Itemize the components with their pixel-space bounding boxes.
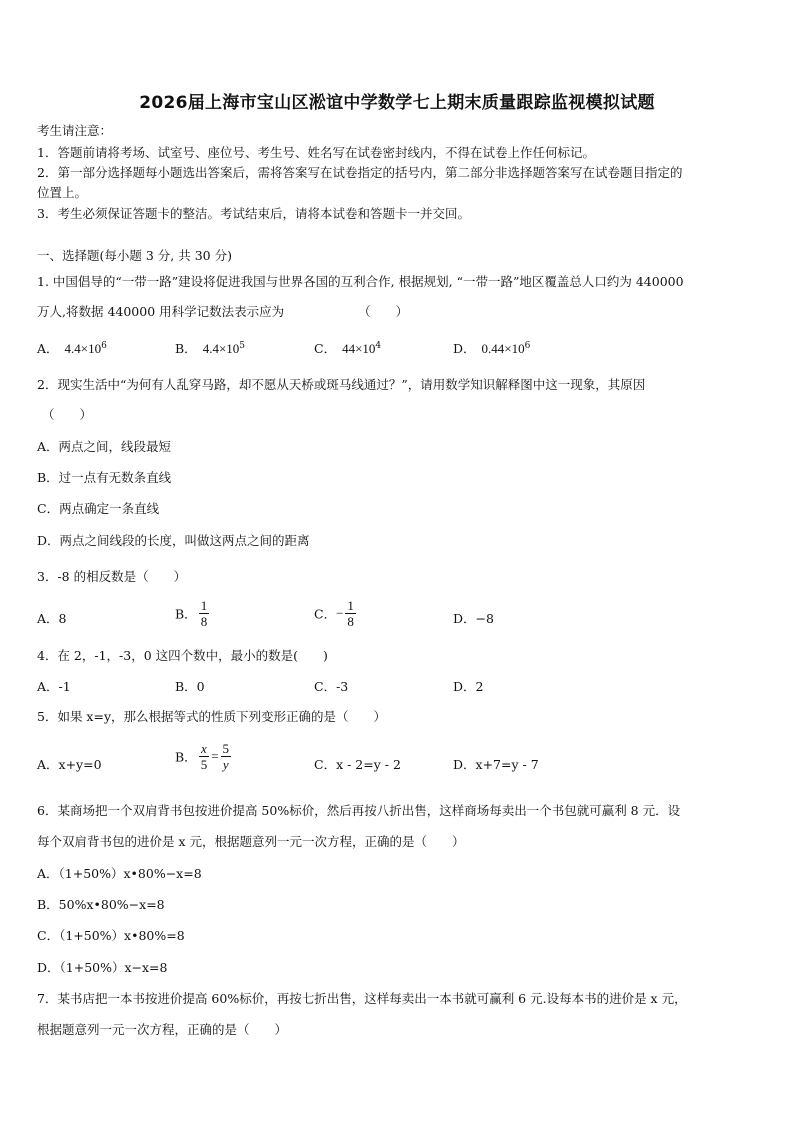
q2-answer-paren: （ ） [42,407,93,422]
q1-option-b: B． $4.4\times 10^5$ [175,340,246,356]
q1-stem: 万人,将数据 440000 用科学记数法表示应为 [37,304,285,319]
q6-option-a: A．（1+50%）x•80%−x=8 [37,866,202,881]
q6-line1: 6．某商场把一个双肩背书包按进价提高 50%标价，然后再按八折出售，这样商场每卖出一个书包就可赢利 8 元．设 [37,803,681,818]
q5-line1: 5．如果 x=y，那么根据等式的性质下列变形正确的是（ ） [37,709,387,724]
q2-option-c: C．两点确定一条直线 [37,501,160,516]
q5-option-d: D．x+7=y - 7 [453,757,539,772]
q3-option-c: C．− $\frac{1}{8}$ [314,598,354,629]
q2-option-a: A．两点之间，线段最短 [37,439,172,454]
q5-option-a: A．x+y=0 [37,757,102,772]
q7-line1: 7．某书店把一本书按进价提高 60%标价，再按七折出售，这样每卖出一本书就可赢利 6 元.设每本书的进价是 x 元， [37,991,687,1006]
q4-option-a: A．-1 [37,679,71,694]
q6-line2: 每个双肩背书包的进价是 x 元，根据题意列一元一次方程，正确的是（ ） [37,834,465,849]
q5-option-b: B． $\frac{x}{5}$ = $\frac{5}{y}$ [175,741,230,772]
q4-option-b: B．0 [175,679,205,694]
q7-line2: 根据题意列一元一次方程，正确的是（ ） [37,1022,288,1037]
q6-option-c: C．（1+50%）x•80%=8 [37,928,185,943]
q3-option-d: D．−8 [453,611,494,626]
q2-option-d: D．两点之间线段的长度，叫做这两点之间的距离 [37,533,310,548]
page-title: 2026届上海市宝山区淞谊中学数学七上期末质量跟踪监视模拟试题 [139,93,655,113]
q6-option-d: D．（1+50%）x−x=8 [37,960,168,975]
q4-line1: 4．在 2，-1，-3，0 这四个数中，最小的数是( ) [37,648,328,663]
q2-option-b: B．过一点有无数条直线 [37,470,172,485]
notice-item-3: 3．考生必须保证答题卡的整洁。考试结束后，请将本试卷和答题卡一并交回。 [37,206,470,221]
section-heading: 一、选择题(每小题 3 分, 共 30 分) [37,248,232,263]
q3-option-a: A．8 [37,611,67,626]
q1-option-a: A． $4.4\times 10^6$ [37,340,107,356]
q1-line2 [37,302,408,320]
q4-option-d: D．2 [453,679,484,694]
q2-line1: 2．现实生活中“为何有人乱穿马路，却不愿从天桥或斑马线通过？”，请用数学知识解释图中这一现象，其原因 [37,377,646,392]
notice-item-2: 2．第一部分选择题每小题选出答案后，需将答案写在试卷指定的括号内，第二部分非选择题答案写在试卷题目指定的 [37,165,683,180]
q4-option-c: C．-3 [314,679,349,694]
q3-option-b: B． $\frac{1}{8}$ [175,598,208,629]
q5-option-c: C．x - 2=y - 2 [314,757,401,772]
q1-option-c: C． $44\times 10^4$ [314,340,382,356]
q1-answer-paren: （ ） [358,304,409,319]
q1-option-d: D． $0.44\times 10^6$ [453,340,531,356]
notice-item-1: 1．答题前请将考场、试室号、座位号、考生号、姓名写在试卷密封线内，不得在试卷上作任何标记。 [37,145,595,160]
q6-option-b: B．50%x•80%−x=8 [37,897,165,912]
q1-line1: 1. 中国倡导的“一带一路”建设将促进我国与世界各国的互利合作, 根据规划, “一带一路”地区覆盖总人口约为 440000 [37,274,684,289]
notice-item-2-cont: 位置上。 [37,185,88,200]
notice-heading: 考生请注意： [37,123,113,138]
q3-line1: 3．-8 的相反数是（ ） [37,569,187,584]
